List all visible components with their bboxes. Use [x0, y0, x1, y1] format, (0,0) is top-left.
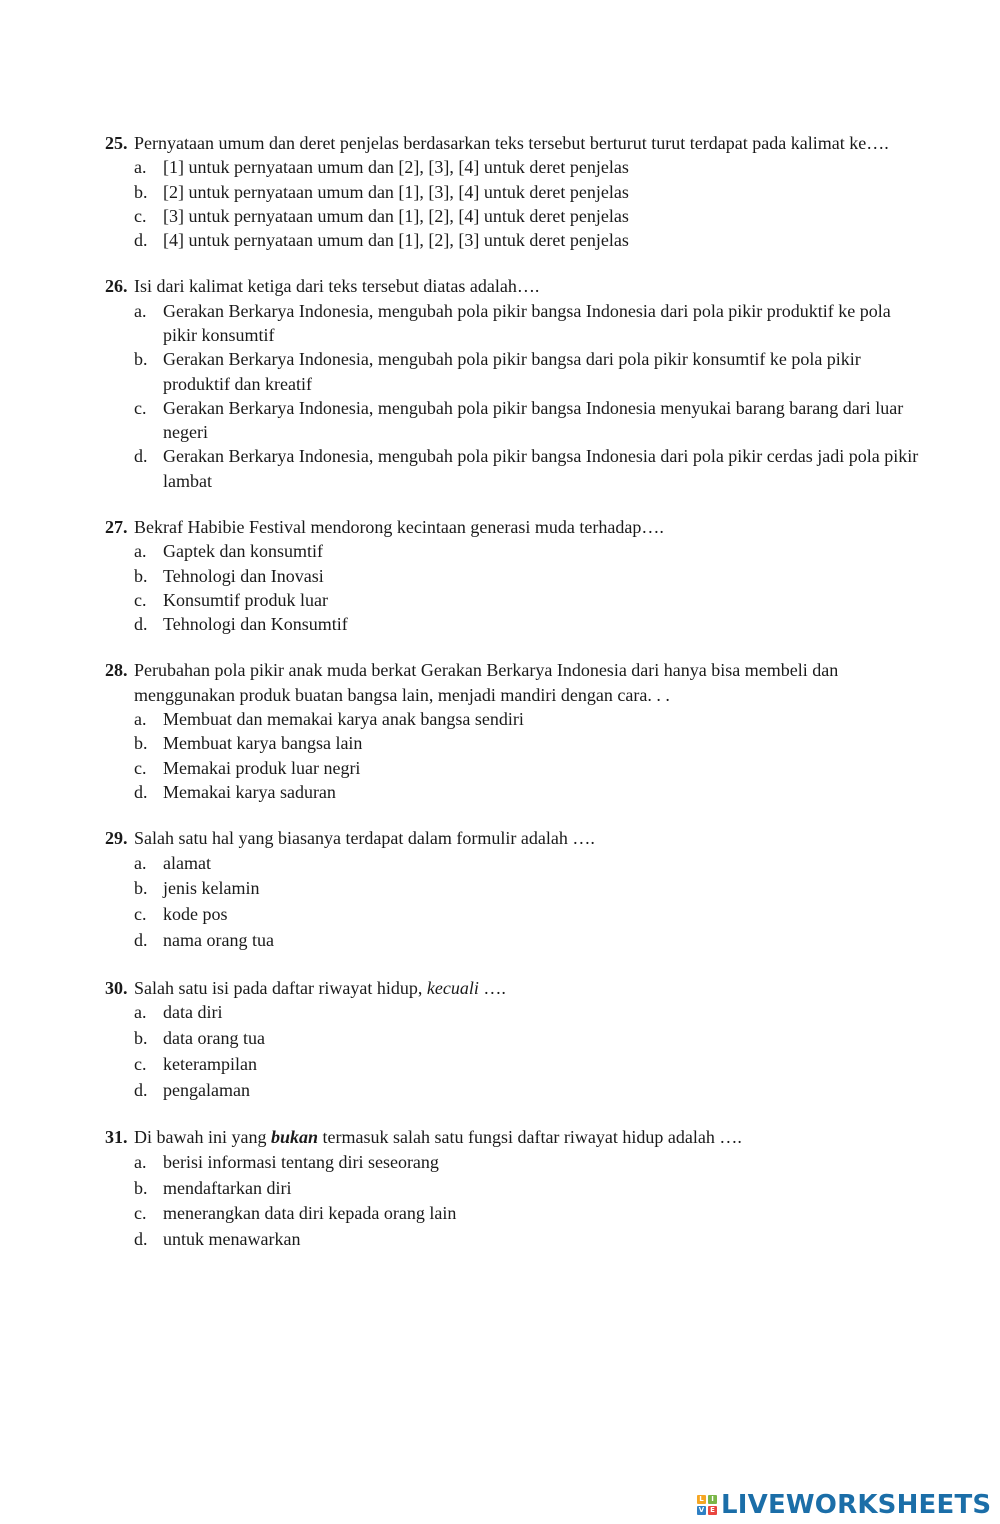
question-stem: [105, 515, 925, 539]
option-item[interactable]: [105, 851, 925, 877]
question-stem: [105, 658, 925, 707]
liveworksheets-logo: [697, 1489, 991, 1521]
liveworksheets-mark-icon: [697, 1495, 717, 1515]
option-item[interactable]: [105, 1052, 925, 1078]
option-item[interactable]: [105, 928, 925, 954]
option-text: keterampilan: [163, 1053, 257, 1074]
option-item[interactable]: [105, 155, 925, 179]
question-stem: [105, 1125, 925, 1149]
option-letter: b.: [134, 565, 148, 586]
option-letter: b.: [134, 349, 148, 370]
option-text: Memakai karya saduran: [163, 781, 336, 802]
worksheet-page: [105, 131, 925, 1275]
option-letter: a.: [134, 1151, 147, 1172]
option-item[interactable]: [105, 180, 925, 204]
question-stem: [105, 131, 925, 155]
question-stem: [105, 274, 925, 298]
question-31: [105, 1125, 925, 1253]
option-letter: a.: [134, 541, 147, 562]
option-text: Gerakan Berkarya Indonesia, mengubah pola pikir bangsa Indonesia dari pola pikir produktif ke pola pikir konsumtif: [163, 300, 891, 345]
option-letter: a.: [134, 157, 147, 178]
option-item[interactable]: [105, 588, 925, 612]
option-list: [105, 1150, 925, 1253]
option-item[interactable]: [105, 1201, 925, 1227]
question-29: [105, 826, 925, 954]
question-number: 27.: [105, 517, 128, 537]
question-number: 29.: [105, 828, 128, 849]
option-text: kode pos: [163, 904, 228, 925]
option-text: berisi informasi tentang diri seseorang: [163, 1151, 439, 1172]
option-text: Membuat dan memakai karya anak bangsa sendiri: [163, 709, 524, 730]
option-text: nama orang tua: [163, 930, 274, 951]
question-text: Salah satu hal yang biasanya terdapat dalam formulir adalah ….: [134, 828, 595, 849]
question-27: [105, 515, 925, 636]
option-letter: d.: [134, 930, 148, 951]
option-letter: c.: [134, 397, 147, 418]
option-item[interactable]: [105, 396, 925, 445]
option-text: untuk menawarkan: [163, 1229, 301, 1250]
option-text: [2] untuk pernyataan umum dan [1], [3], [4] untuk deret penjelas: [163, 181, 629, 202]
option-text: jenis kelamin: [163, 878, 260, 899]
question-text-before: Di bawah ini yang: [134, 1127, 267, 1148]
question-text-after: termasuk salah satu fungsi daftar riwayat hidup adalah ….: [322, 1127, 742, 1148]
question-text: Bekraf Habibie Festival mendorong kecintaan generasi muda terhadap….: [134, 517, 664, 537]
option-text: Gerakan Berkarya Indonesia, mengubah pola pikir bangsa Indonesia dari pola pikir cerdas jadi pola pikir lambat: [163, 446, 919, 491]
option-letter: a.: [134, 709, 147, 730]
option-text: menerangkan data diri kepada orang lain: [163, 1203, 457, 1224]
option-text: Gerakan Berkarya Indonesia, mengubah pola pikir bangsa dari pola pikir konsumtif ke pola pikir produktif dan kreatif: [163, 349, 861, 394]
option-item[interactable]: [105, 1078, 925, 1104]
question-keyword: bukan: [270, 1127, 318, 1148]
option-text: [3] untuk pernyataan umum dan [1], [2], [4] untuk deret penjelas: [163, 205, 629, 226]
option-text: Tehnologi dan Konsumtif: [163, 614, 348, 635]
option-item[interactable]: [105, 731, 925, 755]
option-text: alamat: [163, 852, 211, 873]
option-item[interactable]: [105, 539, 925, 563]
option-letter: b.: [134, 878, 148, 899]
question-number: 28.: [105, 660, 128, 681]
option-letter: d.: [134, 1229, 148, 1250]
option-text: [4] untuk pernyataan umum dan [1], [2], [3] untuk deret penjelas: [163, 230, 629, 251]
option-letter: c.: [134, 589, 147, 610]
option-letter: d.: [134, 614, 148, 635]
question-text: Perubahan pola pikir anak muda berkat Gerakan Berkarya Indonesia dari hanya bisa membeli dan menggunakan produk buatan bangsa lain, menjadi mandiri dengan cara. . .: [134, 660, 839, 705]
option-text: Konsumtif produk luar: [163, 589, 328, 610]
logo-mark-letter: I: [708, 1495, 717, 1504]
option-text: data orang tua: [163, 1028, 265, 1049]
option-letter: a.: [134, 1002, 147, 1023]
question-stem: [105, 976, 925, 1000]
option-text: Membuat karya bangsa lain: [163, 733, 363, 754]
option-item[interactable]: [105, 1000, 925, 1026]
option-text: Tehnologi dan Inovasi: [163, 565, 324, 586]
option-text: mendaftarkan diri: [163, 1177, 292, 1198]
question-keyword: kecuali: [426, 977, 479, 998]
option-item[interactable]: [105, 780, 925, 804]
option-item[interactable]: [105, 347, 925, 396]
option-text: Gaptek dan konsumtif: [163, 541, 323, 562]
question-text-before: Salah satu isi pada daftar riwayat hidup,: [134, 977, 423, 998]
option-text: pengalaman: [163, 1079, 250, 1100]
option-item[interactable]: [105, 444, 925, 493]
option-letter: d.: [134, 230, 148, 251]
option-letter: b.: [134, 1028, 148, 1049]
option-item[interactable]: [105, 1227, 925, 1253]
question-number: 30.: [105, 977, 128, 998]
question-text-after: ….: [483, 977, 506, 998]
option-item[interactable]: [105, 902, 925, 928]
option-list: [105, 1000, 925, 1103]
option-letter: d.: [134, 1079, 148, 1100]
question-28: [105, 658, 925, 804]
option-list: [105, 851, 925, 954]
question-text: Pernyataan umum dan deret penjelas berdasarkan teks tersebut berturut turut terdapat pada kalimat ke….: [134, 133, 889, 153]
question-number: 25.: [105, 133, 128, 153]
option-item[interactable]: [105, 1026, 925, 1052]
question-text: Isi dari kalimat ketiga dari teks tersebut diatas adalah….: [134, 276, 540, 297]
option-item[interactable]: [105, 204, 925, 228]
question-30: [105, 976, 925, 1104]
option-list: [105, 155, 925, 252]
option-text: Memakai produk luar negri: [163, 757, 361, 778]
option-item[interactable]: [105, 707, 925, 731]
option-item[interactable]: [105, 612, 925, 636]
logo-mark-letter: L: [697, 1495, 706, 1504]
option-item[interactable]: [105, 876, 925, 902]
option-list: [105, 707, 925, 804]
logo-text: LIVEWORKSHEETS: [721, 1490, 992, 1520]
option-letter: d.: [134, 446, 148, 467]
option-letter: b.: [134, 733, 148, 754]
question-25: [105, 131, 925, 252]
option-letter: a.: [134, 852, 147, 873]
question-stem: [105, 826, 925, 850]
option-item[interactable]: [105, 1150, 925, 1176]
option-item[interactable]: [105, 564, 925, 588]
question-number: 26.: [105, 276, 128, 297]
option-item[interactable]: [105, 1176, 925, 1202]
question-number: 31.: [105, 1127, 128, 1148]
option-letter: c.: [134, 205, 147, 226]
option-item[interactable]: [105, 756, 925, 780]
option-letter: a.: [134, 300, 147, 321]
logo-mark-letter: E: [708, 1506, 717, 1515]
question-26: [105, 274, 925, 493]
option-letter: c.: [134, 1203, 147, 1224]
option-item[interactable]: [105, 299, 925, 348]
option-list: [105, 539, 925, 636]
option-letter: c.: [134, 1053, 147, 1074]
option-text: [1] untuk pernyataan umum dan [2], [3], [4] untuk deret penjelas: [163, 157, 629, 178]
option-list: [105, 299, 925, 493]
option-letter: b.: [134, 1177, 148, 1198]
option-letter: b.: [134, 181, 148, 202]
option-letter: c.: [134, 757, 147, 778]
logo-mark-letter: V: [698, 1506, 705, 1514]
option-letter: c.: [134, 904, 147, 925]
option-text: data diri: [163, 1002, 223, 1023]
option-text: Gerakan Berkarya Indonesia, mengubah pola pikir bangsa Indonesia menyukai barang barang dari luar negeri: [163, 397, 904, 443]
option-item[interactable]: [105, 228, 925, 252]
option-letter: d.: [134, 781, 148, 802]
